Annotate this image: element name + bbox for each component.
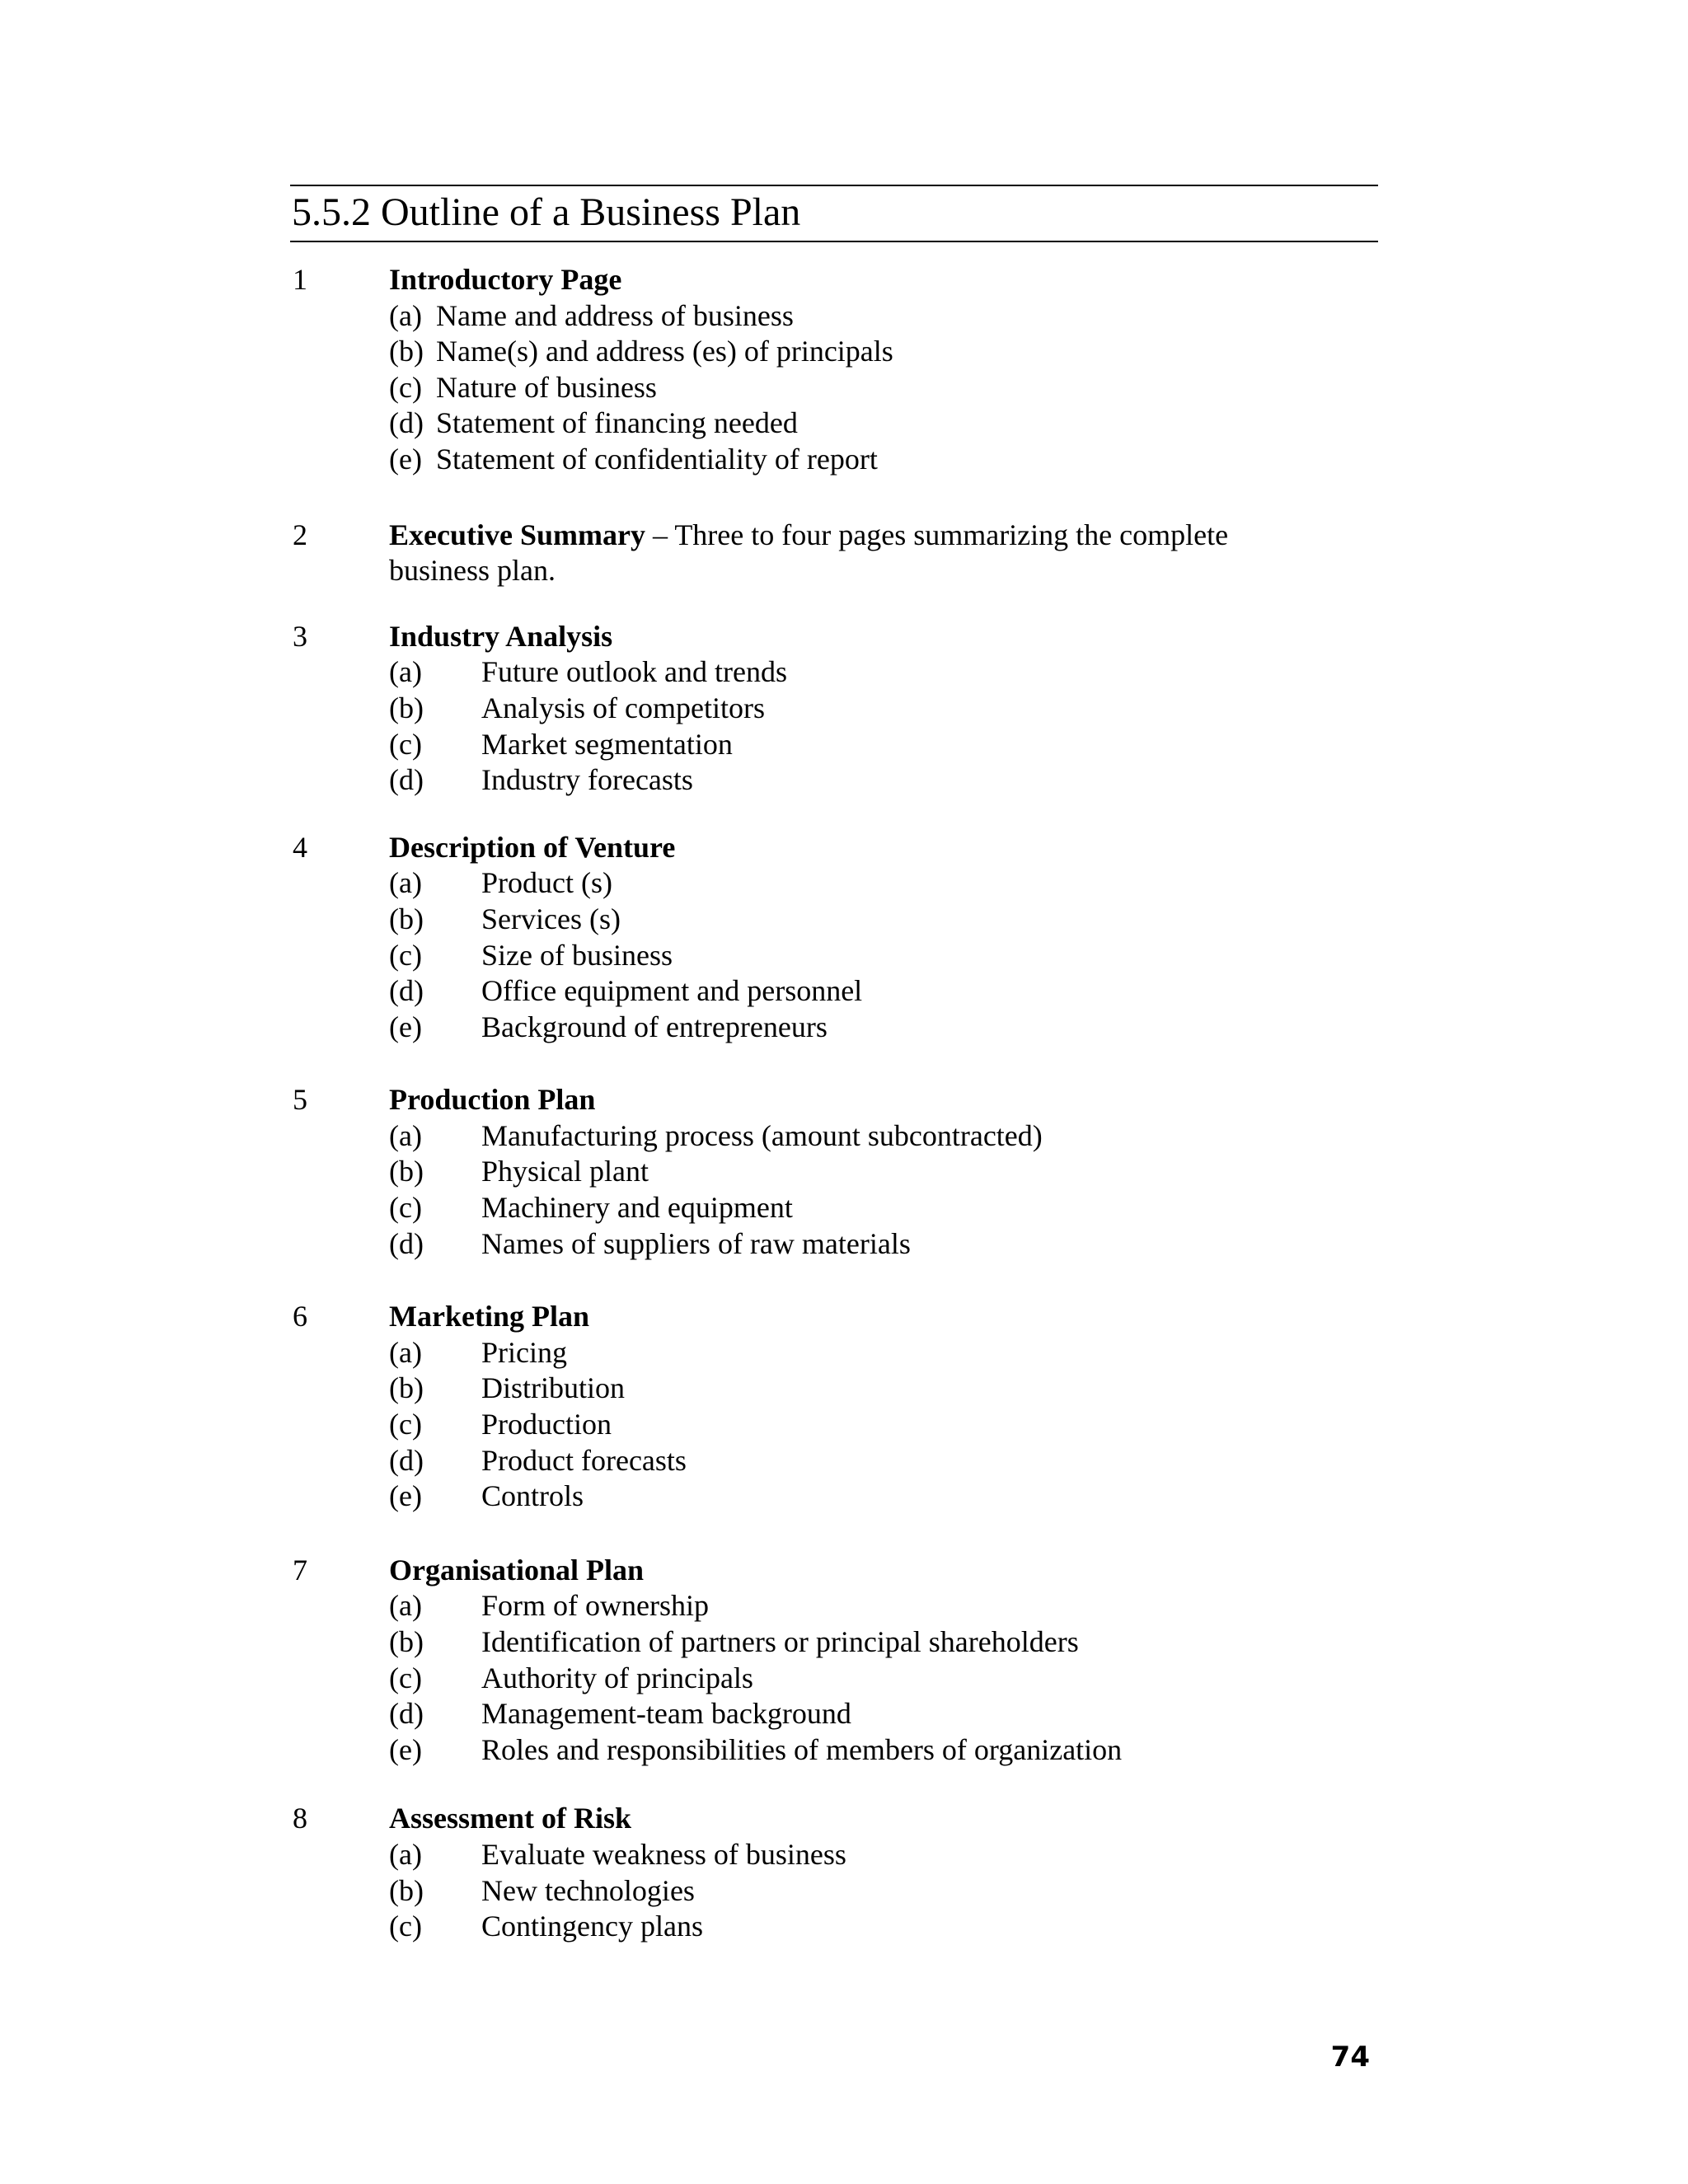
section-number: 1 [293, 263, 307, 296]
item-text: Evaluate weakness of business [481, 1837, 846, 1871]
item-text: Production [481, 1408, 612, 1441]
heading-top-rule [290, 185, 1378, 186]
item-text: New technologies [481, 1873, 695, 1907]
item-label: (c) [389, 370, 422, 404]
outline-section-introductory-page [290, 262, 1378, 478]
list-item [389, 691, 1378, 727]
outline-section-assessment-of-risk [290, 1801, 1378, 1944]
item-text: Name and address of business [436, 298, 794, 332]
item-label: (c) [389, 1408, 422, 1441]
list-item [389, 405, 1378, 442]
list-item [389, 1407, 1378, 1443]
item-label: (d) [389, 974, 424, 1008]
item-label: (b) [389, 1873, 424, 1907]
item-label: (d) [389, 1443, 424, 1477]
item-text: Pricing [481, 1335, 567, 1369]
list-item [389, 1371, 1378, 1407]
section-title: Description of Venture [389, 830, 676, 864]
outline-section-industry-analysis [290, 619, 1378, 799]
section-number: 3 [293, 619, 307, 653]
item-text: Names of suppliers of raw materials [481, 1226, 911, 1260]
item-label: (a) [389, 866, 422, 900]
list-item [389, 938, 1378, 974]
section-heading-block [290, 185, 1378, 242]
list-item [389, 442, 1378, 478]
list-item [389, 762, 1378, 799]
section-number: 2 [293, 518, 307, 551]
item-text: Statement of confidentiality of report [436, 442, 878, 476]
outline-section-organisational-plan [290, 1553, 1378, 1769]
item-text: Industry forecasts [481, 763, 693, 797]
item-label: (d) [389, 1697, 424, 1731]
section-number: 6 [293, 1300, 307, 1333]
item-text: Statement of financing needed [436, 406, 798, 440]
item-label: (a) [389, 298, 422, 332]
list-item [389, 1873, 1378, 1910]
item-label: (e) [389, 442, 422, 476]
list-item [389, 334, 1378, 370]
item-text: Future outlook and trends [481, 655, 787, 689]
list-item [389, 1190, 1378, 1226]
item-label: (b) [389, 1371, 424, 1405]
item-text: Size of business [481, 938, 673, 972]
list-item [389, 654, 1378, 691]
item-text: Background of entrepreneurs [481, 1010, 828, 1043]
item-text: Form of ownership [481, 1589, 709, 1623]
list-item [389, 1118, 1378, 1155]
item-label: (a) [389, 1118, 422, 1152]
item-label: (c) [389, 1191, 422, 1225]
section-description-continued: business plan. [389, 554, 556, 588]
section-body [389, 518, 1378, 554]
section-title: Executive Summary [389, 518, 645, 551]
item-text: Product (s) [481, 866, 612, 900]
item-text: Services (s) [481, 902, 621, 935]
item-text: Market segmentation [481, 727, 733, 761]
item-label: (d) [389, 406, 424, 440]
item-text: Controls [481, 1479, 584, 1513]
list-item [389, 1696, 1378, 1732]
outline-section-production-plan [290, 1082, 1378, 1262]
outline-section-description-of-venture [290, 830, 1378, 1046]
business-plan-outline [290, 262, 1378, 1945]
item-label: (e) [389, 1479, 422, 1513]
item-text: Name(s) and address (es) of principals [436, 335, 893, 368]
list-item [389, 1661, 1378, 1697]
item-text: Product forecasts [481, 1443, 687, 1477]
item-label: (a) [389, 1589, 422, 1623]
outline-section-marketing-plan [290, 1299, 1378, 1515]
item-label: (e) [389, 1732, 422, 1766]
item-label: (d) [389, 763, 424, 797]
section-title: Introductory Page [389, 263, 622, 296]
item-text: Physical plant [481, 1155, 649, 1188]
list-item [389, 973, 1378, 1010]
item-text: Authority of principals [481, 1661, 753, 1694]
item-label: (c) [389, 1661, 422, 1694]
section-number: 5 [293, 1083, 307, 1117]
outline-section-executive-summary [290, 518, 1378, 589]
list-item [389, 1909, 1378, 1945]
item-label: (e) [389, 1010, 422, 1043]
item-text: Roles and responsibilities of members of organization [481, 1732, 1123, 1766]
item-label: (b) [389, 335, 424, 368]
item-label: (b) [389, 691, 424, 724]
item-label: (c) [389, 1910, 422, 1943]
section-title: Assessment of Risk [389, 1802, 632, 1835]
section-number: 4 [293, 830, 307, 864]
item-label: (a) [389, 1837, 422, 1871]
item-text: Office equipment and personnel [481, 974, 863, 1008]
item-text: Identification of partners or principal shareholders [481, 1625, 1079, 1658]
item-text: Manufacturing process (amount subcontracted) [481, 1118, 1043, 1152]
list-item [389, 1226, 1378, 1263]
item-label: (b) [389, 1155, 424, 1188]
list-item [389, 1154, 1378, 1190]
section-title: Marketing Plan [389, 1300, 589, 1333]
list-item [389, 1010, 1378, 1046]
section-number: 8 [293, 1802, 307, 1835]
section-title: Production Plan [389, 1083, 596, 1117]
item-text: Nature of business [436, 370, 657, 404]
list-item [389, 1837, 1378, 1873]
section-description: – Three to four pages summarizing the complete [645, 518, 1229, 551]
page-title: 5.5.2 Outline of a Business Plan [292, 190, 801, 234]
item-text: Distribution [481, 1371, 626, 1405]
item-label: (a) [389, 1335, 422, 1369]
item-label: (d) [389, 1226, 424, 1260]
item-label: (b) [389, 1625, 424, 1658]
list-item [389, 1588, 1378, 1624]
list-item [389, 1479, 1378, 1515]
item-text: Management-team background [481, 1697, 851, 1731]
list-item [389, 1732, 1378, 1769]
page-number: 74 [1330, 2041, 1370, 2074]
list-item [389, 1443, 1378, 1479]
list-item [389, 727, 1378, 763]
section-title: Industry Analysis [389, 619, 613, 653]
item-label: (c) [389, 727, 422, 761]
item-text: Contingency plans [481, 1910, 703, 1943]
list-item [389, 1624, 1378, 1661]
item-label: (b) [389, 902, 424, 935]
list-item [389, 1335, 1378, 1371]
item-text: Analysis of competitors [481, 691, 765, 724]
list-item [389, 298, 1378, 335]
list-item [389, 370, 1378, 406]
section-title: Organisational Plan [389, 1553, 645, 1586]
item-label: (a) [389, 655, 422, 689]
section-number: 7 [293, 1553, 307, 1586]
heading-bottom-rule [290, 241, 1378, 242]
list-item [389, 865, 1378, 902]
item-text: Machinery and equipment [481, 1191, 793, 1225]
item-label: (c) [389, 938, 422, 972]
list-item [389, 902, 1378, 938]
